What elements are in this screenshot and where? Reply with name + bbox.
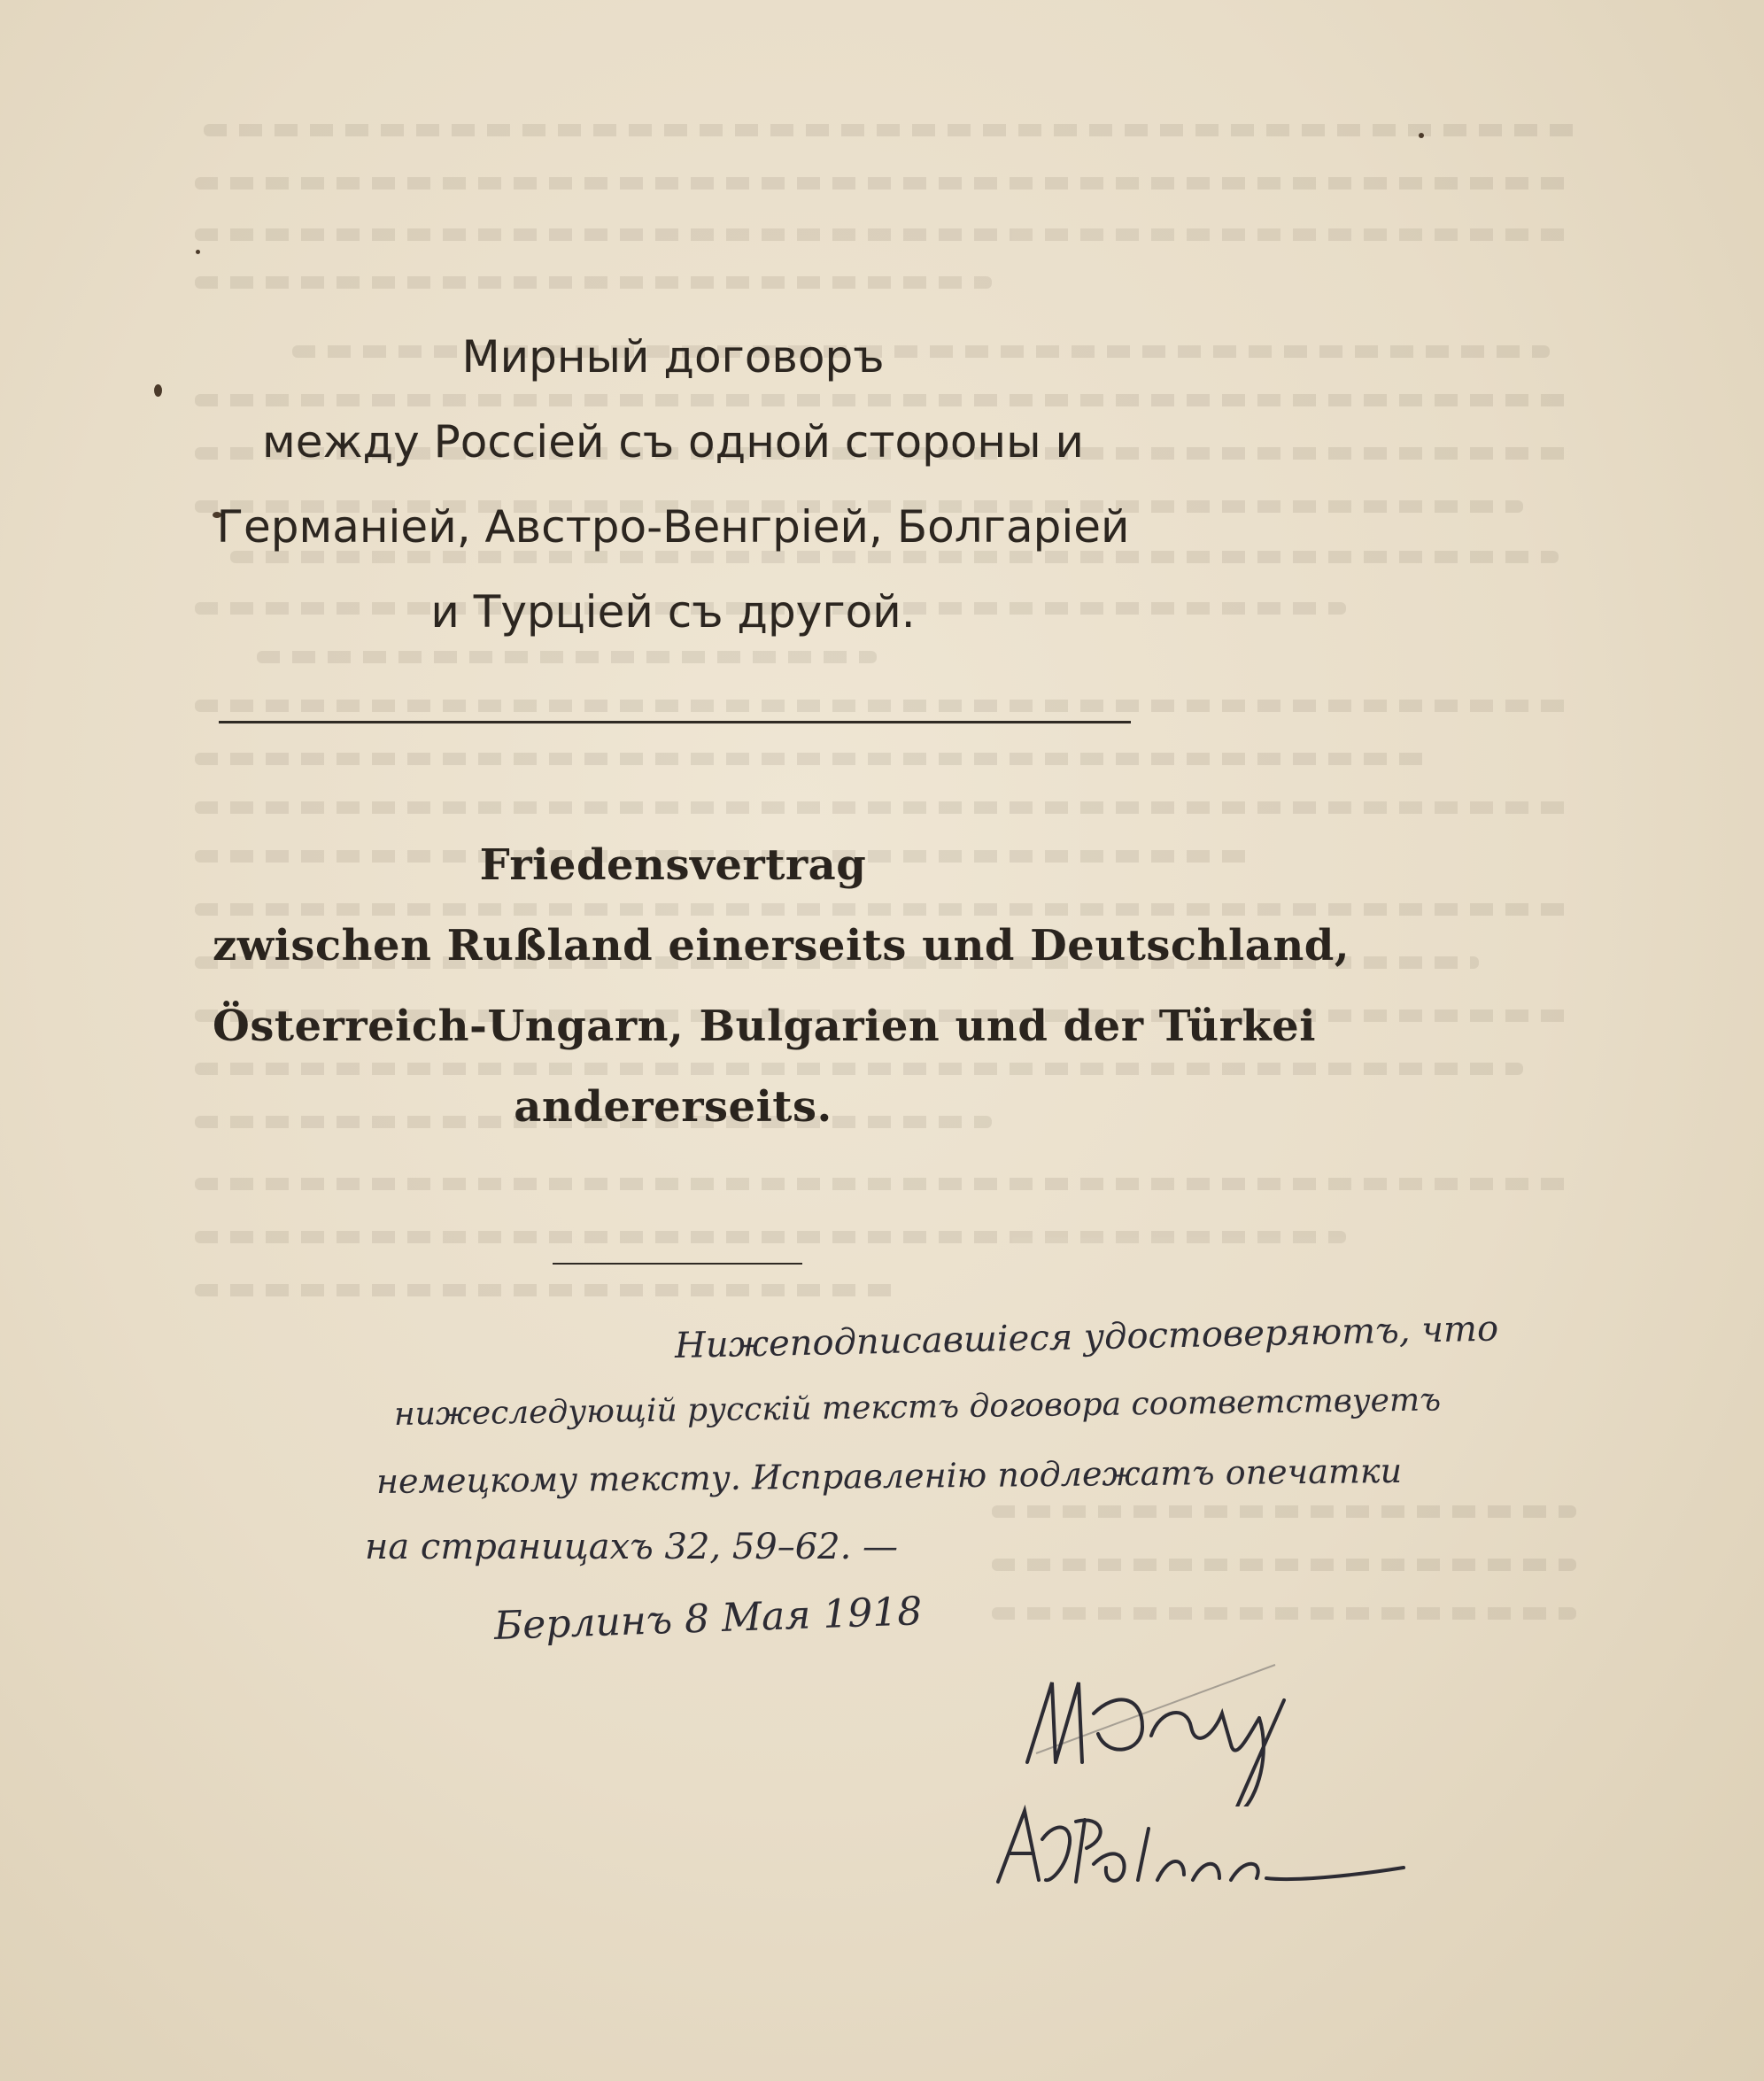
handwritten-line: нижеследующiй русскiй текстъ договора соответствуетъ [393,1381,1442,1433]
ink-spot [154,384,162,397]
german-title-line: zwischen Rußland einerseits und Deutschland, [213,921,1350,971]
german-title [213,825,1350,1148]
russian-title-line: Германiей, Австро-Венгрiей, Болгарiей [216,501,1130,553]
title-divider [219,721,1131,723]
german-title-line: Österreich-Ungarn, Bulgarien und der Türkei [213,1002,1316,1051]
german-title-line: Friedensvertrag [479,840,867,890]
signature-ioffe [1010,1629,1311,1806]
german-title-line: andererseits. [514,1082,832,1132]
ink-spot [1419,133,1424,138]
handwritten-line: на страницахъ 32, 59–62. — [365,1527,899,1567]
handwritten-line: немецкому тексту. Исправленiю подлежатъ опечатки [375,1451,1403,1501]
russian-title-line: между Россiей съ одной стороны и [262,416,1084,468]
signature-karakhan [987,1793,1421,1908]
russian-title-line: и Турцiей съ другой. [430,586,916,638]
russian-title [213,314,1133,654]
ink-spot [196,250,200,254]
handwritten-date: Берлинъ 8 Мая 1918 [493,1589,924,1649]
russian-title-line: Мирный договоръ [461,331,885,383]
handwritten-line: Нижеподписавшiеся удостоверяютъ, что [674,1308,1499,1366]
short-divider [553,1263,802,1265]
